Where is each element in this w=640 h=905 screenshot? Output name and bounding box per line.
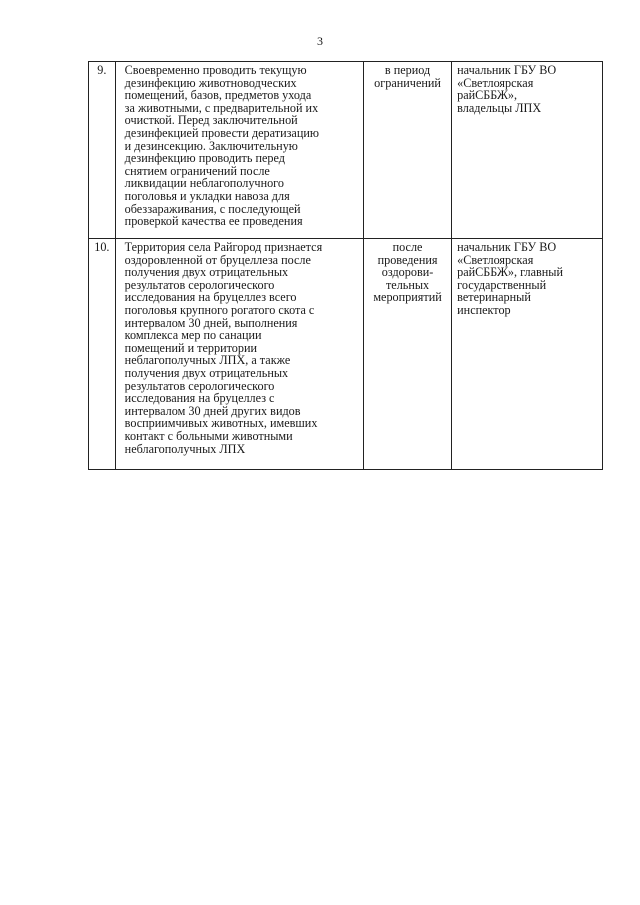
term-line: в период — [384, 63, 431, 77]
term-line: тельных — [385, 277, 430, 292]
measure-line: дезинфекцию животноводческих — [124, 75, 297, 90]
measure-text — [115, 62, 363, 239]
measure-line: восприимчивых животных, имевших — [124, 416, 318, 431]
term-line: оздорови- — [381, 265, 434, 280]
term-line: после — [392, 240, 423, 254]
measure-line: очисткой. Перед заключительной — [124, 113, 298, 128]
responsible-line: начальник ГБУ ВО — [457, 240, 557, 254]
measure-line: исследования на бруцеллез всего — [124, 290, 297, 305]
measure-line: обеззараживания, с последующей — [124, 201, 301, 216]
term-line: проведения — [377, 252, 438, 267]
row-number: 9. — [89, 62, 116, 239]
measure-line: снятием ограничений после — [124, 163, 270, 178]
measure-line: получения двух отрицательных — [124, 265, 289, 280]
measure-line: комплекса мер по санации — [124, 328, 262, 343]
measure-line: получения двух отрицательных — [124, 365, 289, 380]
measure-text — [115, 239, 363, 470]
responsible-text — [452, 239, 603, 470]
responsible-line: государственный — [457, 277, 547, 292]
row-number: 10. — [89, 239, 116, 470]
responsible-text — [452, 62, 603, 239]
page-number: 3 — [317, 34, 323, 48]
measure-line: помещений, базов, предметов ухода — [124, 88, 312, 103]
measure-line: Своевременно проводить текущую — [124, 63, 307, 77]
term-text — [363, 62, 451, 239]
term-text — [363, 239, 451, 470]
measure-line: за животными, с предварительной их — [124, 100, 319, 115]
measure-line: интервалом 30 дней, выполнения — [124, 315, 298, 330]
measure-line: ликвидации неблагополучного — [124, 176, 284, 191]
measures-table — [88, 61, 603, 470]
term-line: ограничений — [374, 75, 441, 90]
measure-line: результатов серологического — [124, 378, 275, 393]
measure-line: дезинфекцией провести дератизацию — [124, 125, 319, 140]
responsible-line: инспектор — [457, 302, 511, 317]
table-row — [89, 62, 603, 239]
measure-line: Территория села Райгород признается — [124, 240, 323, 254]
responsible-line: начальник ГБУ ВО — [457, 63, 557, 77]
responsible-line: ветеринарный — [457, 290, 531, 305]
responsible-line: «Светлоярская — [457, 75, 534, 90]
measure-line: неблагополучных ЛПХ, а также — [124, 353, 291, 368]
measure-line: дезинфекцию проводить перед — [124, 151, 285, 166]
measure-line: поголовья крупного рогатого скота с — [124, 302, 315, 317]
measure-line: поголовья и укладки навоза для — [124, 188, 290, 203]
table-row — [89, 239, 603, 470]
responsible-line: райСББЖ», главный — [457, 265, 563, 280]
measure-line: оздоровленной от бруцеллеза после — [124, 252, 311, 267]
measure-line: исследования на бруцеллез с — [124, 391, 275, 406]
measure-line: результатов серологического — [124, 277, 275, 292]
measure-line: помещений и территории — [124, 340, 257, 355]
measure-line: контакт с больными животными — [124, 428, 293, 443]
measure-line: проверкой качества ее проведения — [124, 214, 303, 229]
responsible-line: владельцы ЛПХ — [457, 100, 542, 115]
measure-line: неблагополучных ЛПХ — [124, 441, 246, 456]
term-line: мероприятий — [373, 290, 442, 305]
responsible-line: райСББЖ», — [457, 88, 518, 103]
responsible-line: «Светлоярская — [457, 252, 534, 267]
measure-line: и дезинсекцию. Заключительную — [124, 138, 298, 153]
measure-line: интервалом 30 дней других видов — [124, 403, 301, 418]
